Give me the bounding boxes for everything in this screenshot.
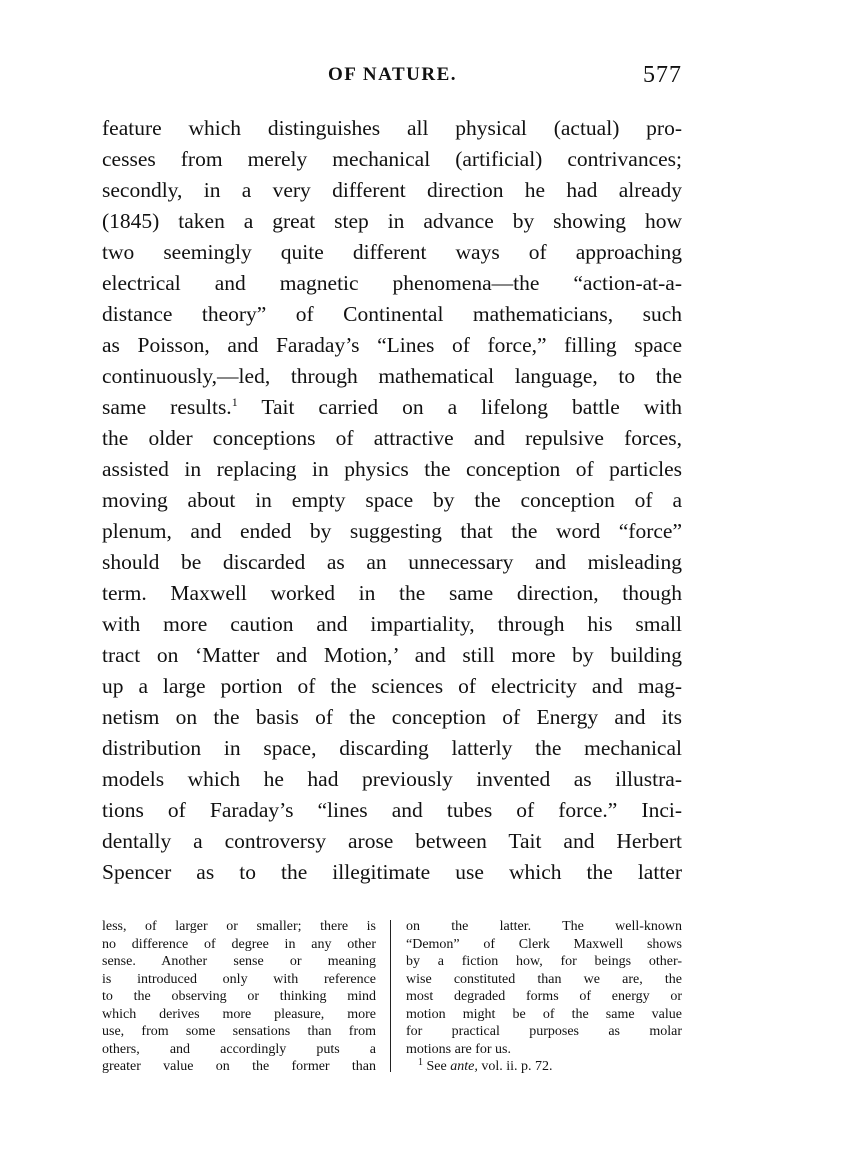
footnote-line: motion might be of the same value xyxy=(406,1006,682,1022)
footnote-line: greater value on the former than xyxy=(102,1059,376,1074)
text-fragment: Tait carried on a lifelong battle with xyxy=(261,395,682,419)
footnote-line: to the observing or thinking mind xyxy=(102,989,376,1004)
footnote-line: is introduced only with reference xyxy=(102,971,376,987)
footnote-reference-1[interactable]: 1 xyxy=(231,395,238,409)
footnote-line: “Demon” of Clerk Maxwell shows xyxy=(406,936,682,952)
text-line: tract on ‘Matter and Motion,’ and still more by building xyxy=(102,643,682,667)
running-header xyxy=(102,62,682,92)
text-line: distance theory” of Continental mathematicians, such xyxy=(102,302,682,326)
text-line: should be discarded as an unnecessary and misleading xyxy=(102,550,682,574)
footnote-marker: 1 xyxy=(418,1057,423,1068)
text-line: two seemingly quite different ways of approaching xyxy=(102,240,682,264)
text-line: (1845) taken a great step in advance by showing how xyxy=(102,209,682,233)
text-line-with-footnote-ref xyxy=(102,392,682,423)
footnote-1 xyxy=(406,1058,682,1076)
text-line: distribution in space, discarding latterly the mechanical xyxy=(102,736,682,760)
footnote-column-right xyxy=(406,918,682,1076)
footnote-see: See xyxy=(426,1059,447,1074)
text-line: up a large portion of the sciences of electricity and mag- xyxy=(102,674,682,698)
column-divider xyxy=(390,920,391,1072)
text-line: electrical and magnetic phenomena—the “action-at-a- xyxy=(102,271,682,295)
text-line: feature which distinguishes all physical (actual) pro- xyxy=(102,116,682,140)
text-line: netism on the basis of the conception of Energy and its xyxy=(102,705,682,729)
footnote-line: others, and accordingly puts a xyxy=(102,1041,376,1057)
footnotes xyxy=(102,918,682,1088)
text-line: the older conceptions of attractive and repulsive forces, xyxy=(102,426,682,450)
main-text xyxy=(102,113,682,888)
text-line: plenum, and ended by suggesting that the word “force” xyxy=(102,519,682,543)
page-number: 577 xyxy=(643,62,682,88)
text-line: models which he had previously invented as illustra- xyxy=(102,767,682,791)
footnote-line: no difference of degree in any other xyxy=(102,936,376,952)
footnote-line: for practical purposes as molar xyxy=(406,1024,682,1039)
footnote-line: most degraded forms of energy or xyxy=(406,989,682,1004)
running-title: OF NATURE. xyxy=(328,64,457,85)
text-line: dentally a controversy arose between Tait and Herbert xyxy=(102,829,682,853)
text-line: secondly, in a very different direction he had already xyxy=(102,178,682,202)
footnote-citation: vol. ii. p. 72. xyxy=(481,1059,553,1074)
footnote-ante: ante, xyxy=(450,1059,478,1074)
footnote-line: motions are for us. xyxy=(406,1041,511,1057)
footnote-line: which derives more pleasure, more xyxy=(102,1006,376,1022)
footnote-line: less, of larger or smaller; there is xyxy=(102,919,376,934)
footnote-line: sense. Another sense or meaning xyxy=(102,954,376,969)
text-line: tions of Faraday’s “lines and tubes of force.” Inci- xyxy=(102,798,682,822)
text-line: with more caution and impartiality, through his small xyxy=(102,612,682,636)
footnote-line: use, from some sensations than from xyxy=(102,1024,376,1039)
text-line: as Poisson, and Faraday’s “Lines of force,” filling space xyxy=(102,333,682,357)
text-line: assisted in replacing in physics the conception of particles xyxy=(102,457,682,481)
footnote-line: wise constituted than we are, the xyxy=(406,971,682,987)
text-line: term. Maxwell worked in the same direction, though xyxy=(102,581,682,605)
footnote-line: on the latter. The well-known xyxy=(406,919,682,934)
text-fragment: same results. xyxy=(102,395,232,419)
text-line: cesses from merely mechanical (artificial) contrivances; xyxy=(102,147,682,171)
footnote-column-left xyxy=(102,918,376,1076)
text-line: continuously,—led, through mathematical language, to the xyxy=(102,364,682,388)
text-line: moving about in empty space by the conception of a xyxy=(102,488,682,512)
text-line: Spencer as to the illegitimate use which the latter xyxy=(102,860,682,884)
footnote-line: by a fiction how, for beings other- xyxy=(406,954,682,969)
